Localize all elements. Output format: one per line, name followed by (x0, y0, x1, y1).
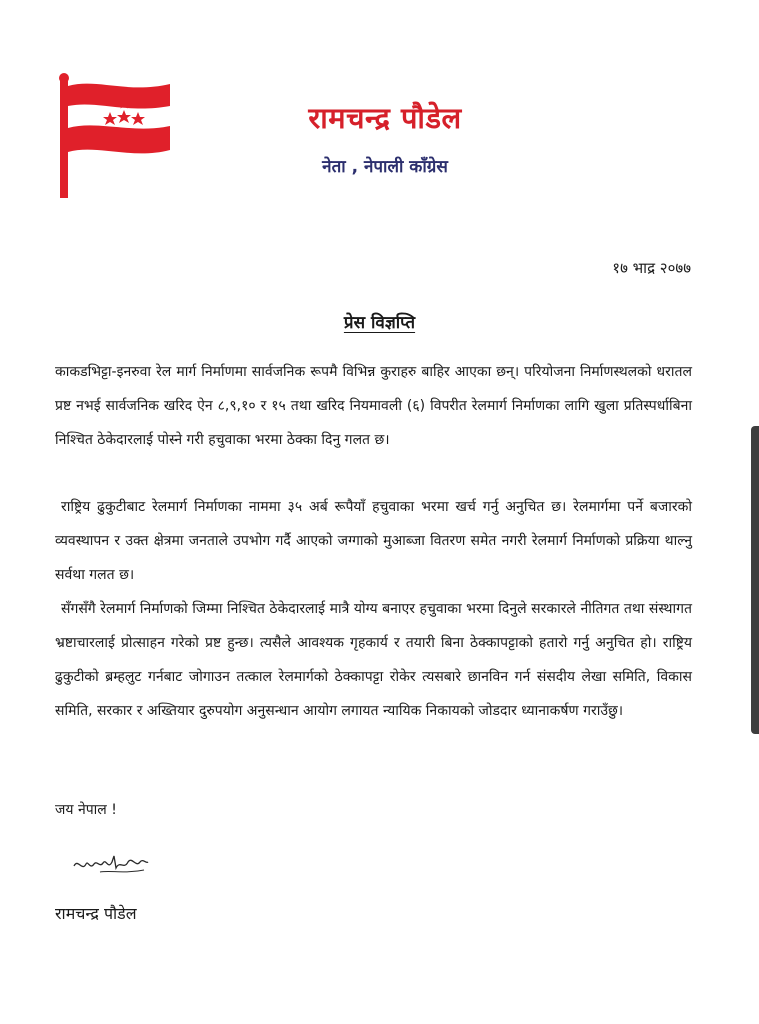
release-date: १७ भाद्र २०७७ (612, 259, 691, 277)
press-release-title (0, 310, 759, 333)
handwritten-signature-icon (70, 848, 150, 878)
paragraph-2: राष्ट्रिय ढुकुटीबाट रेलमार्ग निर्माणका नाममा ३५ अर्ब रूपैयाँ हचुवाका भरमा खर्च गर्नु अनुचित छ। रेलमार्गमा पर्ने बजारको व्यवस्थापन र उक्त क्षेत्रमा जनताले उपभोग गर्दै आएको जग्गाको मुआब्जा वितरण समेत नगरी रेलमार्ग निर्माणको प्रक्रिया थाल्नु सर्वथा गलत छ। (55, 499, 692, 583)
leader-name-heading: रामचन्द्र पौडेल (308, 101, 462, 135)
closing-salutation: जय नेपाल ! (55, 802, 117, 818)
title-text: प्रेस विज्ञप्ति (343, 313, 416, 333)
scrollbar-handle[interactable] (751, 426, 759, 734)
signer-name: रामचन्द्र पौडेल (55, 904, 137, 923)
party-flag-icon (52, 72, 176, 200)
paragraph-1: काकडभिट्टा-इनरुवा रेल मार्ग निर्माणमा सार्वजनिक रूपमै विभिन्न कुराहरु बाहिर आएका छन्। परियोजना निर्माणस्थलको धरातल प्रष्ट नभई सार्वजनिक खरिद ऐन ८,९,१० र १५ तथा खरिद नियमावली (६) विपरीत रेलमार्ग निर्माणका लागि खुला प्रतिस्पर्धाबिना निश्चित ठेकेदारलाई पोस्ने गरी हचुवाका भरमा ठेक्का दिनु गलत छ। (55, 364, 692, 448)
leader-role-subheading: नेता , नेपाली काँग्रेस (322, 157, 448, 177)
paragraph-3: सँगसँगै रेलमार्ग निर्माणको जिम्मा निश्चित ठेकेदारलाई मात्रै योग्य बनाएर हचुवाका भरमा दिनुले सरकारले नीतिगत तथा संस्थागत भ्रष्टाचारलाई प्रोत्साहन गरेको प्रष्ट हुन्छ। त्यसैले आवश्यक गृहकार्य र तयारी बिना ठेक्कापट्टाको हतारो गर्नु अनुचित हो। राष्ट्रिय ढुकुटीको ब्रम्हलुट गर्नबाट जोगाउन तत्काल रेलमार्गको ठेक्कापट्टा रोकेर त्यसबारे छानविन गर्न संसदीय लेखा समिति, विकास समिति, सरकार र अख्तियार दुरुपयोग अनुसन्धान आयोग लगायत न्यायिक निकायको जोडदार ध्यानाकर्षण गराउँछु। (55, 601, 692, 719)
